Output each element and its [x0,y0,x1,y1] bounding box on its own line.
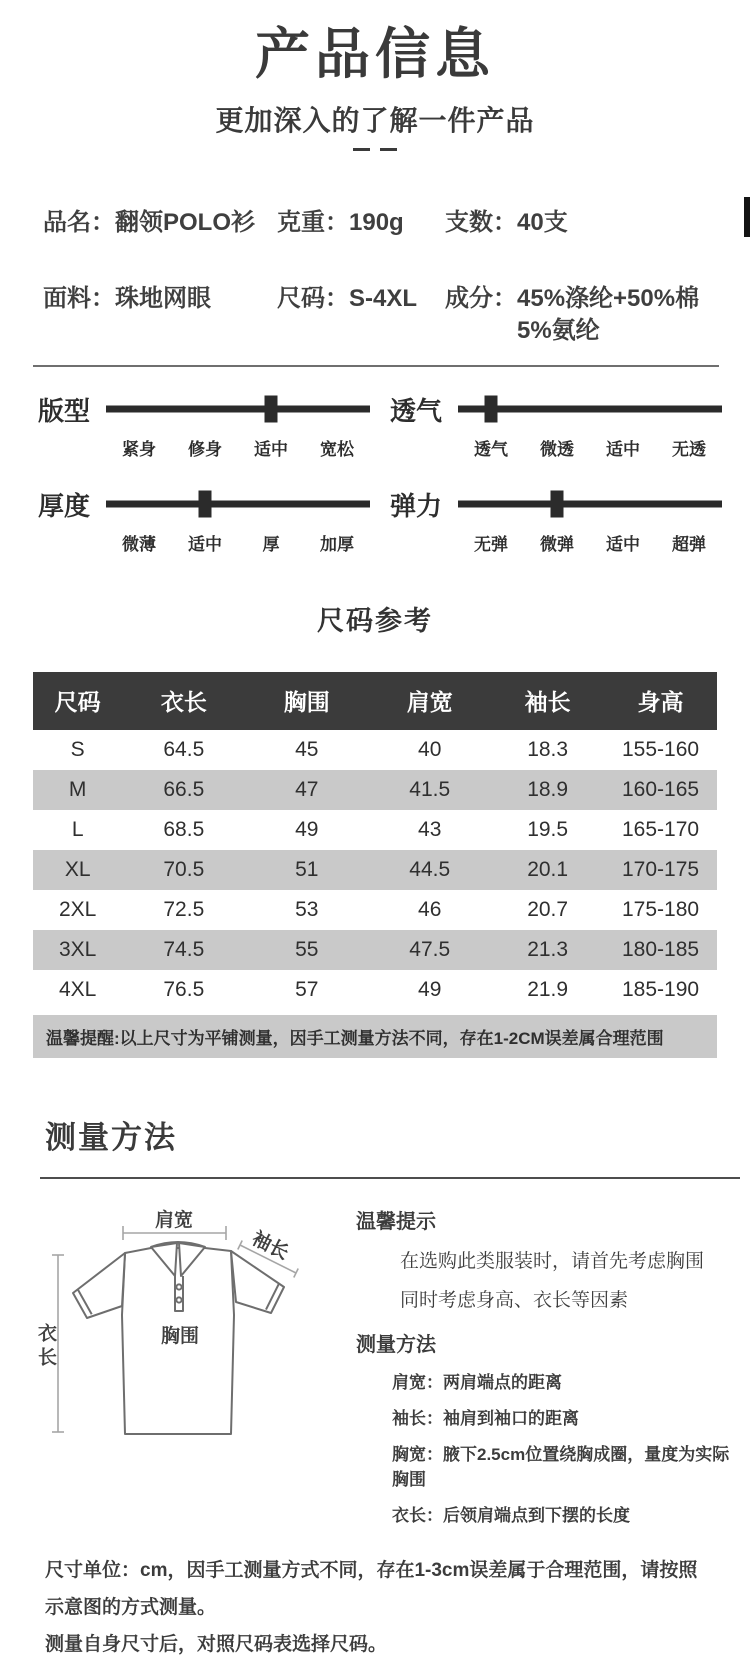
slider-option-label: 适中 [254,439,288,459]
subtitle-underline [0,148,750,151]
field-value: S-4XL [349,284,418,312]
size-cell: 70.5 [122,850,245,890]
field-label: 品名： [43,208,115,236]
measure-section [0,1112,750,1663]
size-cell: XL [33,850,122,890]
method-text: 后领肩端点到下摆的长度 [443,1505,630,1525]
size-cell: 18.9 [491,770,604,810]
slider-marker [551,491,564,518]
slider-label: 弹力 [390,490,443,521]
size-cell: 21.9 [527,977,569,1001]
size-row-L [33,810,717,850]
slider-options [458,530,722,555]
slider-track-bar [458,501,722,508]
size-cell: 64.5 [163,737,205,761]
slider-track [106,395,370,423]
size-cell: 68.5 [163,817,205,841]
measure-body [0,1205,750,1526]
tip-line: 在选购此类服装时，请首先考虑胸围 [400,1250,705,1272]
size-column-header: 袖长 [491,672,604,730]
size-cell: 41.5 [368,770,491,810]
size-row-M [33,770,717,810]
field-composition [445,283,750,347]
slider-option-label: 微薄 [122,534,156,554]
slider-track-bar [106,406,370,413]
slider-group [390,391,722,460]
size-cell: 49 [295,817,319,841]
right-edge-accent-bar [744,197,750,237]
method-text: 袖肩到袖口的距离 [443,1408,579,1428]
slider-option-label: 紧身 [122,439,156,459]
diagram-label-shoulder: 肩宽 [154,1209,194,1231]
field-value: 40支 [517,208,568,236]
size-cell: 72.5 [163,897,205,921]
field-name [43,207,277,239]
size-cell: 53 [295,897,319,921]
size-cell: S [70,737,85,761]
size-row-3XL [33,930,717,970]
slider-option-label: 适中 [606,439,640,459]
measure-underline [40,1177,740,1179]
size-row-S [33,730,717,770]
slider-option-label: 适中 [606,534,640,554]
section-divider-line [33,365,719,367]
size-cell: 185-190 [622,977,700,1001]
size-column-header: 肩宽 [368,672,491,730]
slider-marker [265,396,278,423]
method-item [356,1368,740,1393]
product-info-row [43,283,750,347]
field-fabric [43,283,277,315]
size-table-note: 温馨提醒:以上尺寸为平铺测量，因手工测量方法不同，存在1-2CM误差属合理范围 [33,1015,717,1058]
field-label: 面料： [43,284,115,312]
slider-option-label: 超弹 [672,534,706,554]
size-cell: M [33,770,122,810]
diagram-label-sleeve: 袖长 [248,1228,292,1265]
page-subtitle: 更加深入的了解一件产品 [215,104,535,136]
size-cell: 40 [418,737,442,761]
size-cell: 18.3 [527,737,569,761]
size-cell: 74.5 [122,930,245,970]
product-info [0,207,750,347]
method-item [356,1404,740,1429]
method-label: 衣长： [392,1505,443,1525]
slider-option-label: 适中 [188,534,222,554]
size-cell: 20.1 [491,850,604,890]
size-cell: 76.5 [163,977,205,1001]
product-info-row [43,207,750,239]
size-row-4XL [33,970,717,1010]
size-cell: 4XL [58,977,97,1001]
slider-label: 版型 [38,395,91,426]
size-cell: 3XL [33,930,122,970]
hero [0,0,750,151]
method-item [356,1501,740,1526]
slider-option-label: 透气 [474,439,508,459]
slider-option-label: 微透 [540,439,574,459]
slider-track [106,490,370,518]
size-cell: L [71,817,84,841]
attribute-sliders [0,391,750,555]
field-value: 翻领POLO衫 [115,208,256,236]
size-row-2XL [33,890,717,930]
slider-option-label: 微弹 [540,534,574,554]
dash [380,148,397,151]
method-text: 腋下2.5cm位置绕胸成圈，量度为实际胸围 [392,1444,730,1489]
size-cell: 46 [418,897,442,921]
size-table [33,672,717,1010]
size-cell: 44.5 [368,850,491,890]
size-cell: 180-185 [604,930,717,970]
field-value: 190g [349,208,404,236]
method-item [356,1440,740,1490]
slider-option-label: 宽松 [320,439,354,459]
size-column-header: 身高 [604,672,717,730]
tips-title: 温馨提示 [356,1210,436,1233]
method-title: 测量方法 [356,1333,436,1356]
method-label: 胸宽： [392,1444,443,1464]
method-text: 两肩端点的距离 [443,1372,562,1392]
slider-marker [485,396,498,423]
slider-track [458,490,722,518]
slider-options [106,435,370,460]
size-cell: 49 [418,977,442,1001]
size-cell: 155-160 [622,737,700,761]
size-column-header: 尺码 [33,672,122,730]
slider-marker [199,491,212,518]
size-column-header: 衣长 [122,672,245,730]
slider-label: 厚度 [38,490,91,521]
field-value: 珠地网眼 [115,284,211,312]
size-row-XL [33,850,717,890]
slider-options [106,530,370,555]
size-cell: 55 [245,930,368,970]
field-weight [277,207,445,239]
slider-option-label: 无弹 [474,534,508,554]
field-yarn-count [445,207,750,239]
size-table-header [33,672,717,730]
slider-group [38,486,370,555]
size-cell: 57 [295,977,319,1001]
diagram-label-length: 衣长 [35,1322,56,1371]
footnote-line: 测量自身尺寸后，对照尺码表选择尺码。 [45,1633,388,1655]
field-value: 45%涤纶+50%棉 5%氨纶 [517,284,700,344]
diagram-label-chest: 胸围 [160,1325,200,1347]
size-cell: 19.5 [527,817,569,841]
slider-group [38,391,370,460]
size-cell: 66.5 [122,770,245,810]
size-cell: 47.5 [368,930,491,970]
size-reference-title: 尺码参考 [317,605,433,636]
footnote-line: 尺寸单位：cm，因手工测量方式不同，存在1-3cm误差属于合理范围，请按照示意图的方式测量。 [45,1559,698,1618]
size-cell: 2XL [58,897,97,921]
tip-line: 同时考虑身高、衣长等因素 [400,1289,629,1311]
field-label: 克重： [277,208,349,236]
size-cell: 175-180 [622,897,700,921]
size-cell: 165-170 [622,817,700,841]
method-label: 袖长： [392,1408,443,1428]
page-title: 产品信息 [254,23,495,85]
slider-option-label: 加厚 [320,534,354,554]
shirt-measure-diagram [28,1205,338,1457]
slider-option-label: 厚 [262,534,280,554]
slider-option-label: 修身 [188,439,222,459]
size-cell: 160-165 [604,770,717,810]
slider-options [458,435,722,460]
slider-track-bar [458,406,722,413]
slider-label: 透气 [390,395,443,426]
field-label: 支数： [445,208,517,236]
slider-track-bar [106,501,370,508]
size-cell: 51 [245,850,368,890]
slider-option-label: 无透 [672,439,706,459]
tips-column [338,1205,750,1526]
dash [353,148,370,151]
field-size-range [277,283,445,315]
size-cell: 47 [245,770,368,810]
slider-track [458,395,722,423]
method-label: 肩宽： [392,1372,443,1392]
footnotes [0,1552,750,1663]
size-cell: 21.3 [491,930,604,970]
size-cell: 43 [418,817,442,841]
size-column-header: 胸围 [245,672,368,730]
size-cell: 45 [295,737,319,761]
size-cell: 20.7 [527,897,569,921]
field-label: 尺码： [277,284,349,312]
size-cell: 170-175 [604,850,717,890]
slider-group [390,486,722,555]
field-label: 成分： [445,284,517,312]
measure-section-title: 测量方法 [45,1119,177,1155]
